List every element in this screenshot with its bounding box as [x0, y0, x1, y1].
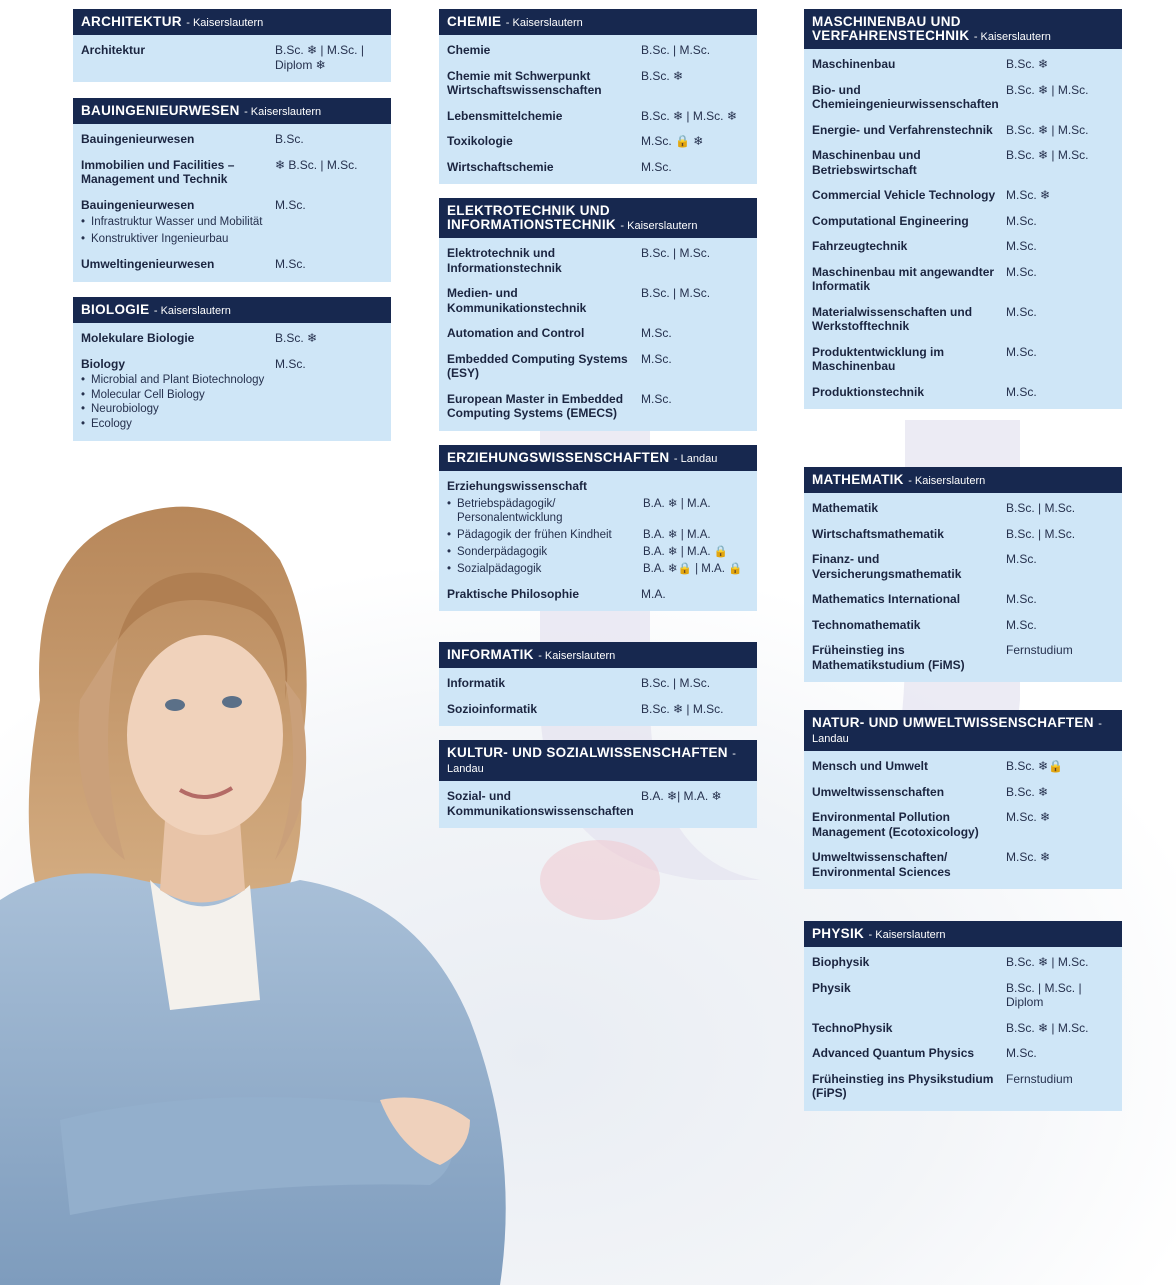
- subprogram-name: • Sozialpädagogik: [447, 562, 643, 576]
- section-title: MASCHINENBAU UND VERFAHRENSTECHNIK: [812, 14, 970, 43]
- subprogram-name: • Konstruktiver Ingenieurbau: [81, 232, 277, 246]
- program-row: [447, 134, 749, 149]
- program-name: [447, 109, 641, 124]
- program-name-text: Maschinenbau und Betriebswirtschaft: [812, 148, 921, 177]
- program-name-text: Commercial Vehicle Technology: [812, 188, 996, 202]
- program-degrees: B.Sc. | M.Sc.: [1006, 526, 1076, 541]
- program-name: [812, 618, 1006, 633]
- program-degrees: M.Sc.: [641, 391, 672, 406]
- program-degrees: B.Sc. ❄ | M.Sc.: [1006, 82, 1089, 97]
- program-degrees: B.Sc. | M.Sc.: [641, 676, 711, 690]
- program-name-text: Medien- und Kommunikationstechnik: [447, 286, 587, 315]
- program-name: [812, 385, 1006, 400]
- subprogram-list: [81, 215, 383, 246]
- section-location: - Kaiserslautern: [538, 650, 616, 662]
- program-name: [812, 1021, 1006, 1036]
- subprogram-name: • Betriebspädagogik/ Personalentwicklung: [447, 497, 643, 525]
- specialization-item: • Molecular Cell Biology: [81, 388, 275, 403]
- section-erziehung: [439, 445, 757, 611]
- section-title: ARCHITEKTUR: [81, 14, 182, 29]
- program-name: [81, 132, 275, 147]
- program-degrees: M.Sc.: [641, 351, 672, 366]
- program-name: [447, 246, 641, 275]
- program-group: [447, 479, 749, 576]
- program-degrees: M.Sc.: [641, 326, 672, 340]
- program-row: [812, 345, 1114, 374]
- program-name-text: Maschinenbau: [812, 57, 896, 71]
- program-row: [812, 955, 1114, 970]
- program-row: [81, 257, 383, 272]
- program-degrees: Fernstudium: [1006, 1071, 1073, 1086]
- program-degrees: M.Sc. 🔒 ❄: [641, 134, 704, 148]
- program-row: [812, 214, 1114, 229]
- program-name: [812, 239, 1006, 254]
- program-name-text: TechnoPhysik: [812, 1020, 893, 1035]
- section-header: [73, 297, 391, 323]
- program-row: [812, 265, 1114, 294]
- program-name: [447, 160, 641, 175]
- program-name: [447, 392, 641, 421]
- program-name: [812, 305, 1006, 334]
- program-name-text: Computational Engineering: [812, 213, 969, 228]
- program-name-text: Umweltwissenschaften: [812, 784, 945, 799]
- section-natur: [804, 710, 1122, 889]
- section-body: [439, 668, 757, 726]
- program-row: [812, 239, 1114, 254]
- subprogram-item: [81, 215, 383, 229]
- section-title: INFORMATIK: [447, 647, 534, 662]
- program-name-text: Früheinstieg ins Mathematikstudium (FiMS): [812, 643, 965, 672]
- program-name: [812, 214, 1006, 229]
- program-name-text: Embedded Computing Systems (ESY): [447, 351, 628, 380]
- program-row: [447, 246, 749, 275]
- program-degrees: M.Sc.: [275, 197, 306, 212]
- program-name-text: Chemie: [447, 43, 491, 57]
- section-header: [804, 710, 1122, 751]
- program-degrees: M.Sc.: [1006, 552, 1037, 566]
- section-title: KULTUR- UND SOZIALWISSENSCHAFTEN: [447, 745, 728, 760]
- section-title: BAUINGENIEURWESEN: [81, 103, 240, 118]
- program-degrees: M.Sc.: [1006, 264, 1037, 279]
- section-title: ELEKTROTECHNIK UND INFORMATIONSTECHNIK: [447, 203, 616, 232]
- program-row: [812, 552, 1114, 581]
- program-name: [812, 265, 1006, 294]
- program-degrees: M.Sc.: [1006, 384, 1037, 399]
- section-location: - Kaiserslautern: [505, 17, 583, 29]
- program-row: [81, 158, 383, 187]
- program-name: [81, 331, 275, 346]
- section-header: [439, 642, 757, 668]
- subprogram-name: • Sonderpädagogik: [447, 545, 643, 559]
- program-row: [812, 785, 1114, 800]
- section-header: [73, 98, 391, 124]
- program-degrees: B.Sc. | M.Sc.: [641, 246, 711, 260]
- program-name-text: Bauingenieurwesen: [81, 132, 195, 146]
- section-title: CHEMIE: [447, 14, 502, 29]
- section-location: - Landau: [812, 718, 1102, 745]
- program-name: [812, 592, 1006, 607]
- program-degrees: M.Sc.: [275, 356, 306, 371]
- program-name: [81, 357, 275, 432]
- program-name-text: Wirtschaftsmathematik: [812, 526, 944, 541]
- program-row: [812, 57, 1114, 72]
- section-header: [439, 9, 757, 35]
- section-header: [439, 198, 757, 238]
- program-degrees: B.Sc. ❄ | M.Sc.: [1006, 1020, 1089, 1035]
- program-degrees: B.Sc. ❄: [1006, 57, 1049, 71]
- program-row: [812, 83, 1114, 112]
- program-degrees: B.Sc. ❄: [641, 68, 684, 83]
- program-degrees: B.Sc. ❄: [1006, 784, 1049, 799]
- program-degrees: B.Sc. ❄🔒: [1006, 759, 1064, 773]
- program-name-text: Technomathematik: [812, 617, 921, 632]
- program-name-text: Automation and Control: [447, 326, 585, 340]
- program-row: [812, 501, 1114, 516]
- section-body: [439, 471, 757, 611]
- program-name-text: Architektur: [81, 43, 146, 57]
- section-maschinenbau: [804, 9, 1122, 409]
- program-name: [81, 43, 275, 72]
- program-name: [812, 57, 1006, 72]
- program-name-text: Früheinstieg ins Physikstudium (FiPS): [812, 1071, 994, 1100]
- program-name-text: Chemie mit Schwerpunkt Wirtschaftswissenschaften: [447, 68, 602, 97]
- specialization-list: [81, 373, 275, 431]
- program-degrees: M.Sc. ❄: [1006, 188, 1051, 202]
- program-degrees: B.Sc. ❄ | M.Sc. | Diplom ❄: [275, 43, 364, 72]
- program-name: [812, 955, 1006, 970]
- program-name-text: Fahrzeugtechnik: [812, 239, 908, 253]
- subprogram-item: [447, 528, 749, 542]
- program-name-text: Toxikologie: [447, 134, 513, 148]
- program-name: [447, 69, 641, 98]
- section-location: - Kaiserslautern: [620, 220, 698, 232]
- section-kultur: [439, 740, 757, 828]
- program-name-text: Advanced Quantum Physics: [812, 1046, 975, 1060]
- program-row: [812, 188, 1114, 203]
- program-row: [812, 643, 1114, 672]
- section-body: [804, 947, 1122, 1111]
- program-name-text: Produktionstechnik: [812, 384, 925, 399]
- program-name: [447, 789, 641, 818]
- program-name-text: Umweltingenieurwesen: [81, 257, 215, 271]
- section-title: NATUR- UND UMWELTWISSENSCHAFTEN: [812, 715, 1094, 730]
- program-name: [812, 123, 1006, 138]
- section-body: [73, 35, 391, 82]
- program-name: [812, 810, 1006, 839]
- program-name-text: Bauingenieurwesen: [81, 197, 195, 212]
- program-degrees: B.Sc. ❄: [275, 331, 318, 345]
- program-row: [812, 592, 1114, 607]
- section-mathematik: [804, 467, 1122, 682]
- program-degrees: M.Sc.: [641, 159, 672, 174]
- section-location: - Kaiserslautern: [153, 305, 231, 317]
- program-degrees: B.Sc.: [275, 132, 304, 146]
- section-location: - Landau: [447, 748, 736, 775]
- program-degrees: [641, 479, 749, 494]
- program-name: [81, 198, 275, 213]
- section-header: [804, 9, 1122, 49]
- program-name-text: Mensch und Umwelt: [812, 759, 929, 773]
- section-architektur: [73, 9, 391, 82]
- program-name: [812, 83, 1006, 112]
- program-degrees: M.Sc.: [1006, 213, 1037, 228]
- program-row: [447, 479, 749, 494]
- program-degrees: M.Sc.: [1006, 239, 1037, 253]
- program-name-text: Biophysik: [812, 955, 870, 969]
- section-header: [73, 9, 391, 35]
- program-degrees: B.Sc. | M.Sc.: [1006, 501, 1076, 515]
- section-physik: [804, 921, 1122, 1111]
- program-name-text: Mathematik: [812, 501, 879, 515]
- program-name-text: Praktische Philosophie: [447, 586, 580, 601]
- section-header: [439, 740, 757, 781]
- program-degrees: B.Sc. ❄ | M.Sc.: [1006, 148, 1089, 162]
- program-group: [81, 198, 383, 247]
- program-name: [447, 326, 641, 341]
- program-name: [447, 352, 641, 381]
- subprogram-list: [447, 497, 749, 576]
- section-title: PHYSIK: [812, 926, 865, 941]
- program-name-text: Produktentwicklung im Maschinenbau: [812, 344, 945, 373]
- program-name: [812, 759, 1006, 774]
- program-row: [81, 331, 383, 346]
- program-name: [447, 676, 641, 691]
- section-chemie: [439, 9, 757, 184]
- program-row: [81, 357, 383, 432]
- program-degrees: M.A.: [641, 586, 666, 601]
- program-row: [81, 43, 383, 72]
- program-degrees: M.Sc.: [275, 257, 306, 271]
- program-name-text: European Master in Embedded Computing Systems (EMECS): [447, 391, 624, 420]
- section-location: - Kaiserslautern: [868, 929, 946, 941]
- section-body: [804, 49, 1122, 409]
- section-elektrotechnik: [439, 198, 757, 431]
- specialization-item: • Ecology: [81, 417, 275, 432]
- program-name-text: Maschinenbau mit angewandter Informatik: [812, 264, 995, 293]
- section-body: [804, 493, 1122, 682]
- section-location: - Kaiserslautern: [908, 475, 986, 487]
- program-degrees: M.Sc.: [1006, 304, 1037, 319]
- program-name: [447, 702, 641, 717]
- program-row: [447, 587, 749, 602]
- program-name-text: Bio- und Chemieingenieurwissenschaften: [812, 82, 999, 111]
- program-row: [447, 69, 749, 98]
- program-name: [812, 981, 1006, 1010]
- specialization-item: • Microbial and Plant Biotechnology: [81, 373, 275, 388]
- subprogram-degrees: B.A. ❄ | M.A. 🔒: [643, 545, 729, 558]
- program-degrees: Fernstudium: [1006, 643, 1073, 657]
- program-degrees: B.Sc. | M.Sc.: [641, 43, 711, 57]
- program-name: [812, 643, 1006, 672]
- section-location: - Kaiserslautern: [973, 31, 1051, 43]
- section-informatik: [439, 642, 757, 726]
- section-header: [804, 921, 1122, 947]
- program-degrees: B.Sc. ❄ | M.Sc.: [1006, 122, 1089, 137]
- program-name-text: Energie- und Verfahrenstechnik: [812, 122, 993, 137]
- program-row: [447, 109, 749, 124]
- section-header: [804, 467, 1122, 493]
- program-degrees: B.Sc. ❄ | M.Sc.: [1006, 955, 1089, 969]
- subprogram-item: [447, 497, 749, 525]
- subprogram-item: [81, 232, 383, 246]
- section-body: [439, 35, 757, 184]
- program-name: [447, 286, 641, 315]
- program-name-text: Sozial- und Kommunikationswissenschaften: [447, 789, 634, 818]
- program-row: [81, 132, 383, 147]
- program-name-text: Mathematics International: [812, 592, 961, 606]
- program-row: [447, 352, 749, 381]
- program-row: [812, 1046, 1114, 1061]
- program-name-text: Lebensmittelchemie: [447, 108, 563, 123]
- specialization-item: • Neurobiology: [81, 402, 275, 417]
- program-degrees: B.Sc. ❄ | M.Sc.: [641, 701, 724, 716]
- subprogram-item: [447, 562, 749, 576]
- program-name-text: Immobilien und Facilities – Management und Technik: [81, 157, 235, 186]
- program-row: [447, 160, 749, 175]
- program-row: [812, 123, 1114, 138]
- subprogram-degrees: [277, 232, 383, 246]
- program-row: [447, 43, 749, 58]
- program-name-text: Wirtschaftschemie: [447, 159, 554, 174]
- section-location: - Landau: [673, 453, 718, 465]
- program-degrees: M.Sc.: [1006, 617, 1037, 632]
- program-name-text: Environmental Pollution Management (Ecotoxicology): [812, 810, 979, 839]
- program-row: [812, 305, 1114, 334]
- program-row: [447, 789, 749, 818]
- section-title: BIOLOGIE: [81, 302, 150, 317]
- program-row: [812, 527, 1114, 542]
- section-location: - Kaiserslautern: [186, 17, 264, 29]
- program-degrees: M.Sc.: [1006, 1046, 1037, 1060]
- program-name-text: Finanz- und Versicherungsmathematik: [812, 552, 962, 581]
- program-name-text: Sozioinformatik: [447, 701, 538, 716]
- program-degrees: B.Sc. ❄ | M.Sc. ❄: [641, 108, 737, 123]
- section-body: [73, 124, 391, 282]
- program-name-text: Informatik: [447, 676, 506, 690]
- subprogram-degrees: B.A. ❄ | M.A.: [643, 497, 711, 510]
- program-row: [447, 702, 749, 717]
- program-name-text: Physik: [812, 980, 851, 995]
- program-name: [447, 587, 641, 602]
- program-name: [447, 479, 641, 494]
- program-name: [812, 188, 1006, 203]
- program-degrees: B.Sc. | M.Sc. | Diplom: [1006, 980, 1082, 1009]
- program-row: [812, 148, 1114, 177]
- program-name-text: Umweltwissenschaften/ Environmental Sciences: [812, 850, 951, 879]
- program-degrees: M.Sc. ❄: [1006, 850, 1051, 864]
- subprogram-degrees: [277, 215, 383, 229]
- program-row: [447, 392, 749, 421]
- program-name: [447, 43, 641, 58]
- program-row: [81, 198, 383, 213]
- section-body: [439, 781, 757, 828]
- program-name: [812, 552, 1006, 581]
- program-degrees: ❄ B.Sc. | M.Sc.: [275, 157, 358, 172]
- section-bauingenieurwesen: [73, 98, 391, 282]
- program-name: [812, 345, 1006, 374]
- section-body: [439, 238, 757, 431]
- program-degrees: M.Sc. ❄: [1006, 810, 1051, 824]
- program-row: [812, 1072, 1114, 1101]
- program-row: [812, 618, 1114, 633]
- program-name: [812, 785, 1006, 800]
- program-name: [447, 134, 641, 149]
- program-row: [812, 1021, 1114, 1036]
- program-row: [812, 981, 1114, 1010]
- program-name: [812, 148, 1006, 177]
- subprogram-name: • Infrastruktur Wasser und Mobilität: [81, 215, 277, 229]
- program-name: [812, 850, 1006, 879]
- program-name-text: Molekulare Biologie: [81, 331, 195, 345]
- program-row: [812, 810, 1114, 839]
- subprogram-name: • Pädagogik der frühen Kindheit: [447, 528, 643, 542]
- program-name: [812, 501, 1006, 516]
- program-row: [812, 759, 1114, 774]
- section-location: - Kaiserslautern: [244, 106, 322, 118]
- program-row: [447, 286, 749, 315]
- subprogram-degrees: B.A. ❄🔒 | M.A. 🔒: [643, 562, 743, 575]
- subprogram-item: [447, 545, 749, 559]
- program-name: [81, 257, 275, 272]
- program-row: [447, 326, 749, 341]
- program-degrees: B.A. ❄| M.A. ❄: [641, 789, 722, 803]
- program-name-text: Materialwissenschaften und Werkstofftechnik: [812, 304, 973, 333]
- section-header: [439, 445, 757, 471]
- section-body: [73, 323, 391, 441]
- program-row: [447, 676, 749, 691]
- program-name-text: Elektrotechnik und Informationstechnik: [447, 246, 562, 275]
- program-name: [812, 527, 1006, 542]
- program-row: [812, 385, 1114, 400]
- program-name-text: Erziehungswissenschaft: [447, 479, 588, 493]
- program-name: [81, 158, 275, 187]
- program-name: [812, 1046, 1006, 1061]
- subprogram-degrees: B.A. ❄ | M.A.: [643, 528, 711, 541]
- section-body: [804, 751, 1122, 889]
- program-degrees: B.Sc. | M.Sc.: [641, 286, 711, 300]
- program-row: [812, 850, 1114, 879]
- section-title: MATHEMATIK: [812, 472, 904, 487]
- program-name-text: Biology: [81, 356, 125, 371]
- section-biologie: [73, 297, 391, 441]
- section-title: ERZIEHUNGSWISSENSCHAFTEN: [447, 450, 670, 465]
- program-name: [812, 1072, 1006, 1101]
- program-degrees: M.Sc.: [1006, 592, 1037, 606]
- program-degrees: M.Sc.: [1006, 344, 1037, 359]
